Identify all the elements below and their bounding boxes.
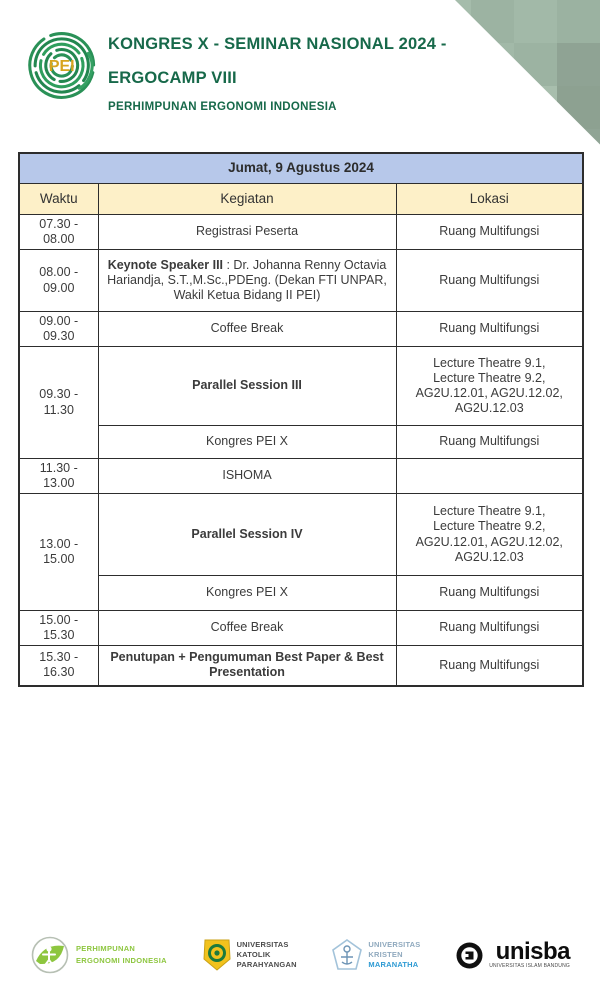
footer-logo-strip bbox=[0, 928, 600, 982]
column-header-waktu: Waktu bbox=[19, 184, 98, 215]
table-row bbox=[19, 611, 583, 646]
kegiatan-cell: Kongres PEI X bbox=[98, 426, 396, 459]
date-header-cell: Jumat, 9 Agustus 2024 bbox=[19, 153, 583, 184]
lokasi-cell: Ruang Multifungsi bbox=[396, 576, 583, 611]
page-title-block bbox=[108, 36, 488, 113]
maranatha-label-line2: KRISTEN bbox=[368, 949, 403, 959]
kegiatan-cell: Parallel Session IV bbox=[98, 494, 396, 576]
table-row bbox=[19, 576, 583, 611]
table-row bbox=[19, 312, 583, 347]
lokasi-cell: Ruang Multifungsi bbox=[396, 611, 583, 646]
lokasi-cell: Ruang Multifungsi bbox=[396, 426, 583, 459]
column-header-row bbox=[19, 184, 583, 215]
footer-logo-maranatha bbox=[332, 939, 420, 971]
unpar-label-line2: KATOLIK bbox=[236, 949, 271, 959]
maranatha-label-line3: MARANATHA bbox=[368, 960, 419, 970]
decor-tile bbox=[514, 43, 557, 86]
waktu-cell: 09.30 - 11.30 bbox=[19, 347, 98, 459]
waktu-cell: 11.30 - 13.00 bbox=[19, 459, 98, 494]
unisba-badge-icon bbox=[456, 942, 483, 969]
lokasi-cell: Lecture Theatre 9.1, Lecture Theatre 9.2, AG2U.12.01, AG2U.12.02, AG2U.12.03 bbox=[396, 494, 583, 576]
footer-logo-pei bbox=[30, 935, 167, 975]
page-subtitle: PERHIMPUNAN ERGONOMI INDONESIA bbox=[108, 101, 337, 113]
decor-tile bbox=[514, 0, 557, 43]
page-title-line2: ERGOCAMP VIII bbox=[108, 68, 237, 87]
pei-label-line1: PERHIMPUNAN bbox=[76, 944, 136, 953]
pei-ergonomi-icon bbox=[30, 935, 70, 975]
kegiatan-cell: Coffee Break bbox=[98, 611, 396, 646]
pei-ergonomi-label bbox=[76, 943, 167, 967]
table-row bbox=[19, 215, 583, 250]
keynote-detail: : Dr. Johanna Renny Octavia Hariandja, S.T.,M.Sc.,PDEng. (Dekan FTI UNPAR, Wakil Ketua Bidang II PEI) bbox=[107, 257, 387, 303]
kegiatan-cell: Parallel Session III bbox=[98, 347, 396, 426]
schedule-table bbox=[18, 152, 584, 687]
page-title-line1: KONGRES X - SEMINAR NASIONAL 2024 - bbox=[108, 35, 447, 53]
lokasi-cell bbox=[396, 459, 583, 494]
waktu-cell: 09.00 - 09.30 bbox=[19, 312, 98, 347]
unpar-label-line3: PARAHYANGAN bbox=[236, 960, 297, 970]
table-row bbox=[19, 250, 583, 312]
column-header-lokasi: Lokasi bbox=[396, 184, 583, 215]
waktu-cell: 07.30 - 08.00 bbox=[19, 215, 98, 250]
date-header-row bbox=[19, 153, 583, 184]
logo-pei-text: PEI bbox=[48, 57, 75, 75]
table-row bbox=[19, 494, 583, 576]
kegiatan-cell: Kongres PEI X bbox=[98, 576, 396, 611]
lokasi-cell: Ruang Multifungsi bbox=[396, 312, 583, 347]
pei-label-line2: ERGONOMI INDONESIA bbox=[76, 956, 167, 965]
lokasi-cell: Ruang Multifungsi bbox=[396, 250, 583, 312]
maranatha-label-line1: UNIVERSITAS bbox=[368, 939, 421, 949]
footer-logo-unpar bbox=[203, 939, 297, 971]
keynote-label: Keynote Speaker III bbox=[107, 257, 224, 272]
column-header-kegiatan: Kegiatan bbox=[98, 184, 396, 215]
kegiatan-cell bbox=[98, 250, 396, 312]
waktu-cell: 15.00 - 15.30 bbox=[19, 611, 98, 646]
decor-tile bbox=[557, 86, 600, 129]
table-row bbox=[19, 347, 583, 426]
kegiatan-cell: ISHOMA bbox=[98, 459, 396, 494]
table-row bbox=[19, 459, 583, 494]
table-row bbox=[19, 426, 583, 459]
decor-tile bbox=[557, 43, 600, 86]
decor-tile bbox=[557, 0, 600, 43]
maranatha-emblem-icon bbox=[332, 939, 362, 971]
kegiatan-cell: Registrasi Peserta bbox=[98, 215, 396, 250]
lokasi-cell: Ruang Multifungsi bbox=[396, 215, 583, 250]
unisba-subtext: UNIVERSITAS ISLAM BANDUNG bbox=[489, 963, 570, 970]
pei-fingerprint-logo-icon bbox=[26, 24, 102, 115]
footer-logo-unisba bbox=[456, 937, 570, 970]
unpar-label bbox=[237, 940, 297, 970]
unpar-label-line1: UNIVERSITAS bbox=[236, 939, 289, 949]
waktu-cell: 15.30 - 16.30 bbox=[19, 646, 98, 686]
unpar-shield-icon bbox=[203, 939, 231, 971]
waktu-cell: 13.00 - 15.00 bbox=[19, 494, 98, 611]
unisba-label bbox=[489, 937, 570, 970]
kegiatan-cell: Penutupan + Pengumuman Best Paper & Best Presentation bbox=[98, 646, 396, 686]
lokasi-cell: Ruang Multifungsi bbox=[396, 646, 583, 686]
kegiatan-cell: Coffee Break bbox=[98, 312, 396, 347]
decor-tile bbox=[514, 86, 557, 129]
waktu-cell: 08.00 - 09.00 bbox=[19, 250, 98, 312]
unisba-wordmark: unisba bbox=[495, 937, 570, 965]
table-row bbox=[19, 646, 583, 686]
maranatha-label bbox=[368, 940, 420, 970]
lokasi-cell: Lecture Theatre 9.1, Lecture Theatre 9.2, AG2U.12.01, AG2U.12.02, AG2U.12.03 bbox=[396, 347, 583, 426]
